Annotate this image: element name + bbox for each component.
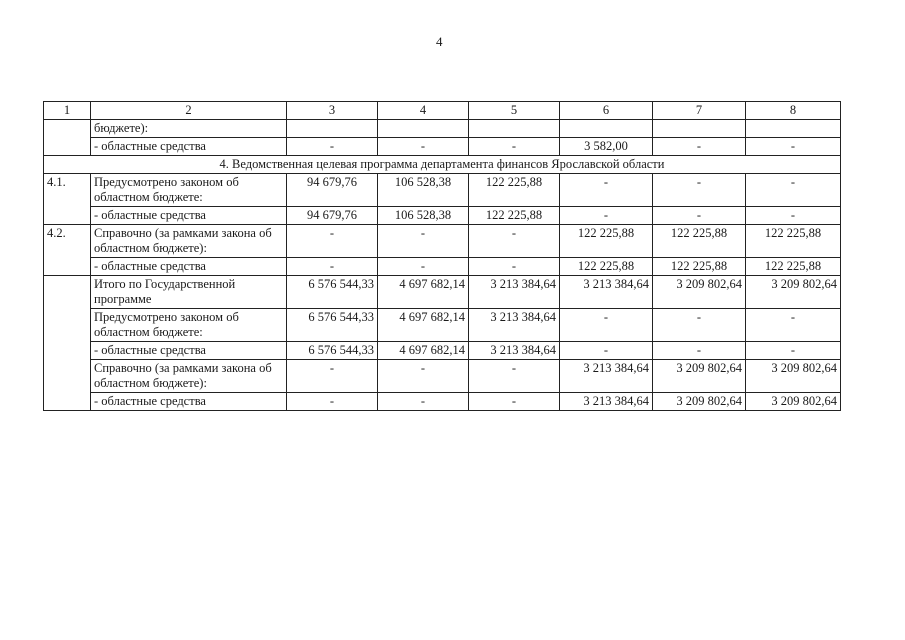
table-row xyxy=(44,138,841,156)
value-cell: - xyxy=(560,342,653,360)
value-cell: 4 697 682,14 xyxy=(378,309,469,342)
value-cell: 122 225,88 xyxy=(746,258,841,276)
value-cell: 122 225,88 xyxy=(746,225,841,258)
value-cell: - xyxy=(746,174,841,207)
value-cell: - xyxy=(287,225,378,258)
value-cell: 6 576 544,33 xyxy=(287,309,378,342)
value-cell: - xyxy=(469,393,560,411)
row-number: 4.1. xyxy=(44,174,91,225)
row-label: - областные средства xyxy=(91,138,287,156)
budget-table xyxy=(43,101,841,411)
section-row xyxy=(44,156,841,174)
value-cell xyxy=(469,120,560,138)
column-number: 2 xyxy=(91,102,287,120)
row-number xyxy=(44,276,91,411)
table-row xyxy=(44,258,841,276)
value-cell: 106 528,38 xyxy=(378,207,469,225)
row-label: - областные средства xyxy=(91,393,287,411)
section-title: 4. Ведомственная целевая программа департамента финансов Ярославской области xyxy=(44,156,841,174)
value-cell: 122 225,88 xyxy=(469,207,560,225)
table-row xyxy=(44,174,841,207)
value-cell: - xyxy=(469,360,560,393)
table-row xyxy=(44,276,841,309)
value-cell xyxy=(378,120,469,138)
row-label: - областные средства xyxy=(91,207,287,225)
value-cell: - xyxy=(746,138,841,156)
column-number: 8 xyxy=(746,102,841,120)
row-label: бюджете): xyxy=(91,120,287,138)
value-cell xyxy=(653,120,746,138)
value-cell: - xyxy=(378,138,469,156)
value-cell: - xyxy=(653,174,746,207)
value-cell xyxy=(746,120,841,138)
value-cell: - xyxy=(378,360,469,393)
value-cell: - xyxy=(560,309,653,342)
column-number: 3 xyxy=(287,102,378,120)
row-label: Итого по Государственной программе xyxy=(91,276,287,309)
value-cell: 6 576 544,33 xyxy=(287,342,378,360)
row-label: Справочно (за рамками закона об областном бюджете): xyxy=(91,360,287,393)
value-cell: 3 209 802,64 xyxy=(653,393,746,411)
row-number: 4.2. xyxy=(44,225,91,276)
value-cell: 3 213 384,64 xyxy=(469,309,560,342)
table-row xyxy=(44,393,841,411)
value-cell: 3 209 802,64 xyxy=(653,360,746,393)
value-cell: 4 697 682,14 xyxy=(378,276,469,309)
column-number: 1 xyxy=(44,102,91,120)
row-label: - областные средства xyxy=(91,258,287,276)
value-cell: - xyxy=(378,393,469,411)
value-cell: - xyxy=(653,138,746,156)
value-cell: 3 209 802,64 xyxy=(746,393,841,411)
value-cell: - xyxy=(469,138,560,156)
value-cell xyxy=(287,120,378,138)
value-cell: 94 679,76 xyxy=(287,174,378,207)
page-number: 4 xyxy=(436,34,443,49)
value-cell: - xyxy=(560,207,653,225)
value-cell: - xyxy=(653,207,746,225)
value-cell: 3 213 384,64 xyxy=(469,276,560,309)
value-cell: - xyxy=(287,138,378,156)
value-cell: 3 213 384,64 xyxy=(469,342,560,360)
table-row xyxy=(44,207,841,225)
column-number: 7 xyxy=(653,102,746,120)
table-row xyxy=(44,342,841,360)
value-cell: 122 225,88 xyxy=(560,258,653,276)
value-cell: - xyxy=(378,258,469,276)
value-cell: - xyxy=(560,174,653,207)
value-cell: 3 213 384,64 xyxy=(560,276,653,309)
value-cell: 3 582,00 xyxy=(560,138,653,156)
value-cell: 3 209 802,64 xyxy=(653,276,746,309)
value-cell: 3 209 802,64 xyxy=(746,360,841,393)
value-cell: 122 225,88 xyxy=(469,174,560,207)
value-cell: 106 528,38 xyxy=(378,174,469,207)
value-cell: - xyxy=(653,309,746,342)
table-row xyxy=(44,225,841,258)
row-label: - областные средства xyxy=(91,342,287,360)
value-cell: - xyxy=(469,225,560,258)
value-cell: 6 576 544,33 xyxy=(287,276,378,309)
value-cell: 94 679,76 xyxy=(287,207,378,225)
value-cell: 122 225,88 xyxy=(560,225,653,258)
value-cell: 3 209 802,64 xyxy=(746,276,841,309)
column-number: 6 xyxy=(560,102,653,120)
row-number xyxy=(44,120,91,156)
row-label: Предусмотрено законом об областном бюджете: xyxy=(91,309,287,342)
table-row xyxy=(44,120,841,138)
value-cell: - xyxy=(287,393,378,411)
table-row xyxy=(44,309,841,342)
row-label: Предусмотрено законом об областном бюджете: xyxy=(91,174,287,207)
value-cell: 3 213 384,64 xyxy=(560,393,653,411)
value-cell: - xyxy=(746,309,841,342)
value-cell: 3 213 384,64 xyxy=(560,360,653,393)
value-cell: - xyxy=(469,258,560,276)
table-row xyxy=(44,360,841,393)
column-number: 4 xyxy=(378,102,469,120)
value-cell xyxy=(560,120,653,138)
row-label: Справочно (за рамками закона об областном бюджете): xyxy=(91,225,287,258)
value-cell: - xyxy=(653,342,746,360)
value-cell: - xyxy=(287,360,378,393)
column-number: 5 xyxy=(469,102,560,120)
value-cell: 122 225,88 xyxy=(653,258,746,276)
value-cell: - xyxy=(746,342,841,360)
value-cell: - xyxy=(378,225,469,258)
value-cell: 4 697 682,14 xyxy=(378,342,469,360)
value-cell: - xyxy=(746,207,841,225)
value-cell: 122 225,88 xyxy=(653,225,746,258)
column-number-row xyxy=(44,102,841,120)
value-cell: - xyxy=(287,258,378,276)
